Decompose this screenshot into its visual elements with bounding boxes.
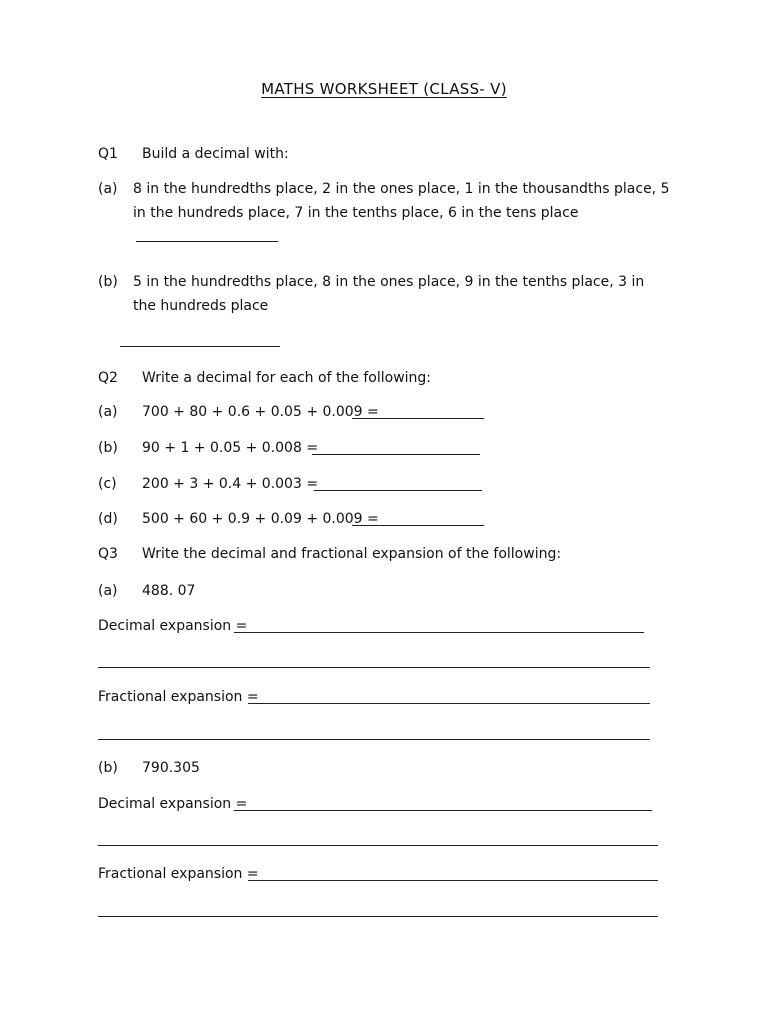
question-number: Q1 [98,146,118,162]
answer-blank[interactable] [98,739,650,740]
part-label: (b) [98,440,118,456]
answer-blank[interactable] [314,490,482,491]
answer-blank[interactable] [312,454,480,455]
part-label: (a) [98,181,118,197]
number-value: 488. 07 [142,583,196,599]
number-value: 790.305 [142,760,200,776]
answer-blank[interactable] [234,632,644,633]
part-label: (b) [98,274,118,290]
decimal-expansion-label: Decimal expansion = [98,796,248,812]
answer-blank[interactable] [136,241,278,242]
expression: 700 + 80 + 0.6 + 0.05 + 0.009 = [142,404,379,420]
expression: 90 + 1 + 0.05 + 0.008 = [142,440,319,456]
part-label: (a) [98,583,118,599]
part-label: (b) [98,760,118,776]
answer-blank[interactable] [352,418,484,419]
answer-blank[interactable] [248,880,658,881]
expression: 500 + 60 + 0.9 + 0.09 + 0.009 = [142,511,379,527]
question-prompt: Write a decimal for each of the following: [142,370,432,386]
question-prompt: Write the decimal and fractional expansion of the following: [142,546,562,562]
worksheet-title: MATHS WORKSHEET (CLASS- V) [261,80,507,98]
part-text: 5 in the hundredths place, 8 in the ones place, 9 in the tenths place, 3 in the hundreds place [133,274,645,314]
part-text: 8 in the hundredths place, 2 in the ones place, 1 in the thousandths place, 5 in the hundreds place, 7 in the tenths place, 6 in the tens place [133,181,670,221]
part-label: (c) [98,476,117,492]
fractional-expansion-label: Fractional expansion = [98,689,259,705]
answer-blank[interactable] [98,916,658,917]
question-number: Q3 [98,546,118,562]
fractional-expansion-label: Fractional expansion = [98,866,259,882]
answer-blank[interactable] [248,703,650,704]
answer-blank[interactable] [352,525,484,526]
answer-blank[interactable] [234,810,652,811]
question-prompt: Build a decimal with: [142,146,289,162]
part-label: (d) [98,511,118,527]
question-number: Q2 [98,370,118,386]
expression: 200 + 3 + 0.4 + 0.003 = [142,476,319,492]
decimal-expansion-label: Decimal expansion = [98,618,248,634]
answer-blank[interactable] [98,667,650,668]
part-label: (a) [98,404,118,420]
answer-blank[interactable] [98,845,658,846]
answer-blank[interactable] [120,346,280,347]
